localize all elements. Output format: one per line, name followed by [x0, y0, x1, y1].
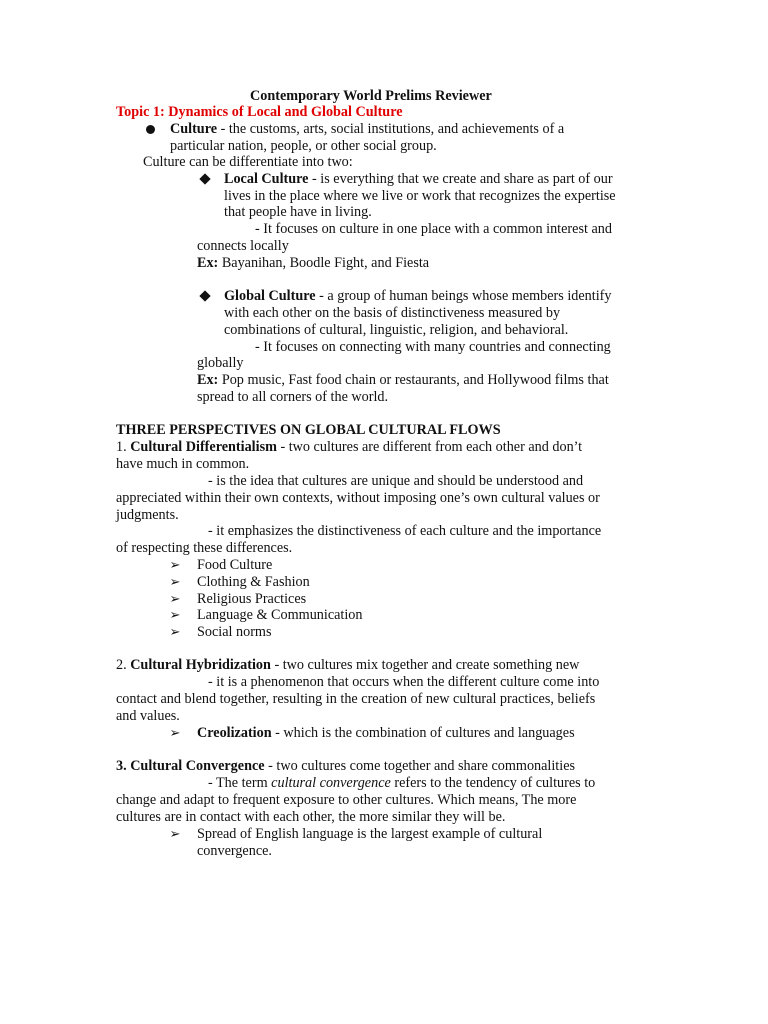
convergence-italic-term: cultural convergence: [271, 775, 391, 791]
global-example: [197, 372, 609, 388]
local-line5: connects locally: [197, 238, 289, 254]
page-title: Contemporary World Prelims Reviewer: [250, 88, 492, 104]
differentialism-line2: have much in common.: [116, 456, 250, 472]
convergence-def-text: - two cultures come together and share commonalities: [264, 758, 576, 774]
list-item: Social norms: [197, 624, 272, 640]
arrow-bullet-icon: ➢: [169, 607, 181, 622]
local-example-text: Bayanihan, Boodle Fight, and Fiesta: [218, 255, 430, 271]
convergence-item-line2: convergence.: [197, 843, 272, 859]
global-line5: globally: [197, 355, 244, 371]
global-culture-term: Global Culture: [224, 288, 316, 304]
hybridization-line3: contact and blend together, resulting in the creation of new cultural practices, beliefs: [116, 691, 596, 707]
list-item: Food Culture: [197, 557, 273, 573]
arrow-bullet-icon: ➢: [169, 557, 181, 572]
local-line2: lives in the place where we live or work that recognizes the expertise: [224, 188, 616, 204]
arrow-bullet-icon: ➢: [169, 826, 181, 841]
local-culture-definition: [224, 171, 613, 187]
convergence-line2-start: - The term: [208, 775, 272, 791]
creolization-text: - which is the combination of cultures and languages: [271, 725, 575, 741]
culture-definition: [170, 121, 564, 137]
differentialism-line3: - is the idea that cultures are unique and should be understood and: [208, 473, 584, 489]
hybridization-def-text: - two cultures mix together and create something new: [270, 657, 580, 673]
example-label: Ex:: [197, 372, 219, 388]
culture-term: Culture: [170, 121, 218, 137]
diamond-bullet-icon: [198, 171, 212, 187]
convergence-line3: change and adapt to frequent exposure to other cultures. Which means, The more: [116, 792, 577, 808]
list-item: Clothing & Fashion: [197, 574, 310, 590]
global-def-text: - a group of human beings whose members identify: [315, 288, 612, 304]
global-line4: - It focuses on connecting with many countries and connecting: [255, 339, 611, 355]
differentialism-line5: judgments.: [116, 507, 179, 523]
differentialism-line4: appreciated within their own contexts, without imposing one’s own cultural values or: [116, 490, 600, 506]
arrow-bullet-icon: ➢: [169, 725, 181, 740]
differentialism-definition: [116, 439, 582, 455]
bullet-dot-icon: [143, 121, 157, 138]
hybridization-line4: and values.: [116, 708, 180, 724]
global-culture-definition: [224, 288, 611, 304]
creolization-term: Creolization: [197, 725, 272, 741]
differentialism-def-text: - two cultures are different from each other and don’t: [276, 439, 583, 455]
culture-intro: Culture can be differentiate into two:: [143, 154, 353, 170]
hybridization-line2: - it is a phenomenon that occurs when the different culture come into: [208, 674, 600, 690]
arrow-bullet-icon: ➢: [169, 591, 181, 606]
differentialism-line6: - it emphasizes the distinctiveness of each culture and the importance: [208, 523, 602, 539]
local-example: [197, 255, 429, 271]
list-item: Religious Practices: [197, 591, 307, 607]
convergence-line4: cultures are in contact with each other, the more similar they will be.: [116, 809, 506, 825]
diamond-bullet-icon: [198, 288, 212, 304]
convergence-definition: [116, 758, 575, 774]
local-culture-term: Local Culture: [224, 171, 309, 187]
differentialism-term: Cultural Differentialism: [130, 439, 277, 455]
local-line4: - It focuses on culture in one place with a common interest and: [255, 221, 612, 237]
convergence-line2-end: refers to the tendency of cultures to: [390, 775, 596, 791]
topic-heading: Topic 1: Dynamics of Local and Global Culture: [116, 104, 403, 120]
global-example-text: Pop music, Fast food chain or restaurants, and Hollywood films that: [218, 372, 609, 388]
perspectives-heading: THREE PERSPECTIVES ON GLOBAL CULTURAL FLOWS: [116, 422, 501, 438]
hybridization-number: 2.: [116, 657, 131, 673]
global-line3: combinations of cultural, linguistic, religion, and behavioral.: [224, 322, 569, 338]
local-def-text: - is everything that we create and share as part of our: [308, 171, 613, 187]
convergence-line2: [208, 775, 595, 791]
global-line6: spread to all corners of the world.: [197, 389, 389, 405]
convergence-item-line1: Spread of English language is the largest example of cultural: [197, 826, 543, 842]
arrow-bullet-icon: ➢: [169, 574, 181, 589]
hybridization-term: Cultural Hybridization: [130, 657, 271, 673]
local-line3: that people have in living.: [224, 204, 372, 220]
hybridization-definition: [116, 657, 579, 673]
convergence-term: 3. Cultural Convergence: [116, 758, 265, 774]
global-line2: with each other on the basis of distinctiveness measured by: [224, 305, 561, 321]
differentialism-line7: of respecting these differences.: [116, 540, 293, 556]
arrow-bullet-icon: ➢: [169, 624, 181, 639]
example-label: Ex:: [197, 255, 219, 271]
differentialism-number: 1.: [116, 439, 131, 455]
culture-def-text: - the customs, arts, social institutions, and achievements of a: [217, 121, 565, 137]
list-item: Language & Communication: [197, 607, 363, 623]
culture-def-line2: particular nation, people, or other social group.: [170, 138, 437, 154]
creolization-item: [197, 725, 575, 741]
